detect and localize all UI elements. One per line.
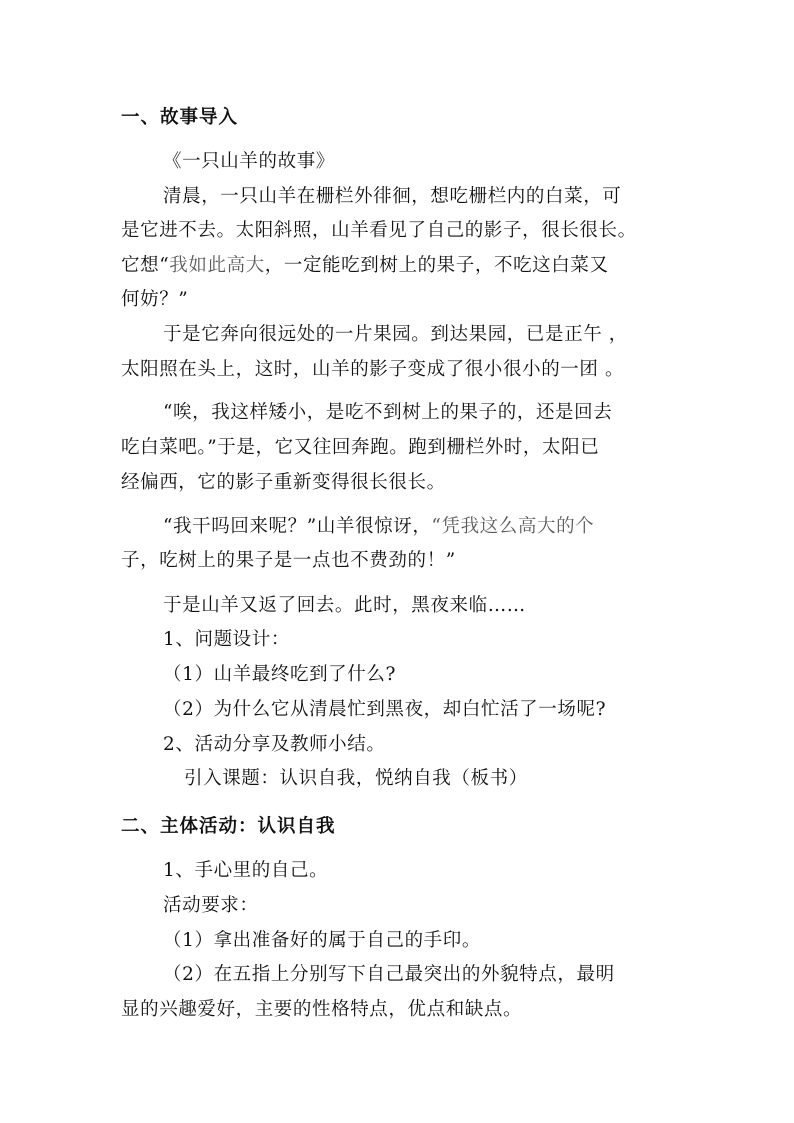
activity-requirements-label: 活动要求： (163, 895, 259, 916)
story-paragraph-3-line-1: “唉，我这样矮小，是吃不到树上的果子的，还是回去 (163, 402, 613, 423)
story-paragraph-2-line-1: 于是它奔向很远处的一片果园。到达果园，已是正午 ， (163, 324, 628, 345)
story-text: “我干吗回来呢？”山羊很惊讶， (163, 516, 432, 537)
story-title: 《一只山羊的故事》 (163, 151, 335, 172)
story-paragraph-2-line-2: 太阳照在头上，这时，山羊的影子变成了很小很小的一团 。 (121, 359, 625, 380)
story-paragraph-3-line-3: 经偏西，它的影子重新变得很长很长。 (121, 472, 446, 493)
story-highlight-text: “凭我这么高大的个 (431, 516, 595, 537)
story-text: 它想“ (121, 255, 170, 276)
lesson-topic-intro: 引入课题：认识自我，悦纳自我（板书） (184, 768, 528, 789)
section-heading-main-activity: 二、主体活动：认识自我 (121, 816, 336, 837)
activity-summary: 2、活动分享及教师小结。 (163, 734, 386, 755)
story-paragraph-1-line-2: 是它进不去。太阳斜照，山羊看见了自己的影子，很长很长。 (121, 220, 637, 241)
section-heading-story-intro: 一、故事导入 (121, 107, 239, 128)
story-highlight-text: 我如此高大 (169, 255, 265, 276)
question-2: （2）为什么它从清晨忙到黑夜，却白忙活了一场呢? (163, 699, 607, 720)
requirement-2-line-2: 显的兴趣爱好，主要的性格特点，优点和缺点。 (121, 999, 523, 1020)
story-text: ，一定能吃到树上的果子，不吃这白菜又 (264, 255, 609, 276)
story-paragraph-1-line-4: 何妨？” (121, 289, 189, 310)
story-paragraph-4-line-1 (163, 515, 594, 539)
story-paragraph-1-line-1: 清晨，一只山羊在栅栏外徘徊，想吃栅栏内的白菜，可 (163, 186, 622, 207)
question-design-title: 1、问题设计： (163, 629, 290, 650)
story-paragraph-5: 于是山羊又返了回去。此时，黑夜来临…… (163, 595, 526, 616)
story-paragraph-3-line-2: 吃白菜吧。”于是，它又往回奔跑。跑到栅栏外时，太阳已 (121, 437, 600, 458)
story-paragraph-1-line-3 (121, 254, 609, 278)
requirement-2-line-1: （2）在五指上分别写下自己最突出的外貌特点，最明 (163, 964, 615, 985)
story-paragraph-4-line-2: 子，吃树上的果子是一点也不费劲的！” (121, 550, 456, 571)
question-1: （1）山羊最终吃到了什么? (163, 664, 396, 685)
requirement-1: （1）拿出准备好的属于自己的手印。 (163, 930, 481, 951)
activity-item-1: 1、手心里的自己。 (163, 860, 329, 881)
